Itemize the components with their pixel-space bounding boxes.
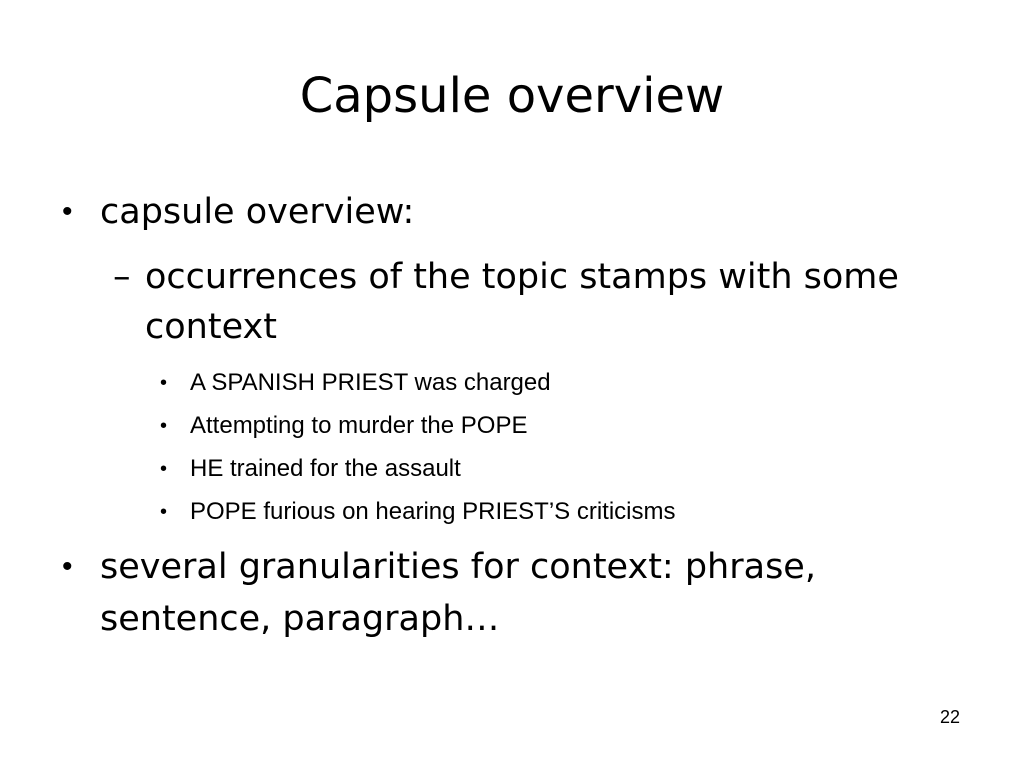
bullet-text: several granularities for context: phrase, sentence, paragraph… [100, 547, 816, 639]
bullet-text: capsule overview: [100, 192, 415, 232]
example-bullet [160, 497, 860, 527]
bullet-capsule-overview [62, 186, 962, 238]
example-bullet [160, 411, 860, 441]
example-bullet [160, 454, 860, 484]
bullet-marker: • [160, 458, 168, 480]
bullet-marker: • [160, 415, 168, 437]
bullet-marker: • [160, 372, 168, 394]
bullet-marker: • [62, 550, 73, 583]
slide-title: Capsule overview [299, 68, 725, 124]
bullet-granularities [62, 541, 962, 645]
example-bullet [160, 368, 860, 398]
bullet-marker: • [62, 195, 73, 228]
example-text: POPE furious on hearing PRIEST’S criticisms [190, 498, 676, 525]
page-number: 22 [939, 707, 961, 727]
example-text: Attempting to murder the POPE [190, 412, 528, 439]
bullet-marker: • [160, 501, 168, 523]
subbullet-text: occurrences of the topic stamps with some context [145, 257, 899, 347]
example-text: HE trained for the assault [190, 455, 461, 482]
example-text: A SPANISH PRIEST was charged [190, 369, 551, 396]
subbullet-occurrences [113, 252, 933, 352]
dash-marker: – [113, 257, 131, 297]
